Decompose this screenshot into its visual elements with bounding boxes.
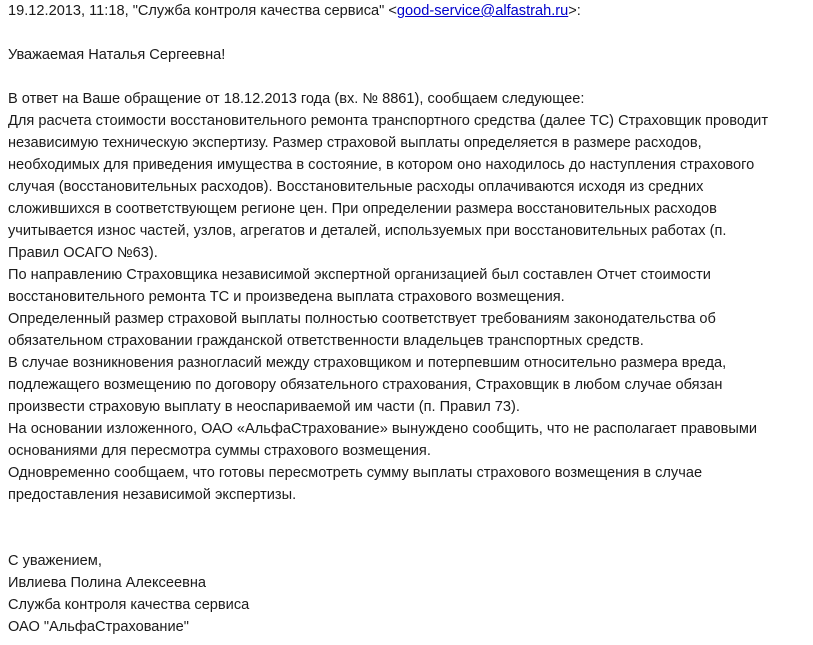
body-line: Для расчета стоимости восстановительного ремонта транспортного средства (далее ТС) Страховщик проводит [8, 113, 769, 129]
body-line: На основании изложенного, ОАО «АльфаСтрахование» вынуждено сообщить, что не располагает правовыми [8, 421, 758, 437]
header-suffix: >: [568, 3, 581, 19]
body-line: основаниями для пересмотра суммы страхового возмещения. [8, 443, 431, 459]
signature-name: Ивлиева Полина Алексеевна [8, 575, 207, 591]
spacer [8, 506, 808, 528]
greeting: Уважаемая Наталья Сергеевна! [8, 47, 226, 63]
body-line: учитывается износ частей, узлов, агрегатов и деталей, используемых при восстановительных работах (п. [8, 223, 727, 239]
body-line: необходимых для приведения имущества в состояние, в котором оно находилось до наступления страхового [8, 157, 755, 173]
body-line: По направлению Страховщика независимой экспертной организацией был составлен Отчет стоимости [8, 267, 711, 283]
body-line: В случае возникновения разногласий между страховщиком и потерпевшим относительно размера вреда, [8, 355, 727, 371]
body-line: восстановительного ремонта ТС и произведена выплата страхового возмещения. [8, 289, 565, 305]
body-line: случая (восстановительных расходов). Восстановительные расходы оплачиваются исходя из средних [8, 179, 704, 195]
header-prefix: 19.12.2013, 11:18, "Служба контроля качества сервиса" < [8, 3, 397, 19]
signature-department: Служба контроля качества сервиса [8, 597, 250, 613]
email-message [8, 0, 808, 638]
body-line: подлежащего возмещению по договору обязательного страхования, Страховщик в любом случае обязан [8, 377, 723, 393]
email-header [8, 0, 808, 22]
spacer [8, 528, 808, 550]
body-line: Определенный размер страховой выплаты полностью соответствует требованиям законодательства об [8, 311, 716, 327]
body-line: предоставления независимой экспертизы. [8, 487, 297, 503]
signature-closing: С уважением, [8, 553, 102, 569]
letter-body [8, 88, 808, 506]
body-line: независимую техническую экспертизу. Размер страховой выплаты определяется в размере расходов, [8, 135, 702, 151]
body-line: сложившихся в соответствующем регионе цен. При определении размера восстановительных расходов [8, 201, 717, 217]
body-line: Одновременно сообщаем, что готовы пересмотреть сумму выплаты страхового возмещения в случае [8, 465, 703, 481]
sender-email-link[interactable]: good-service@alfastrah.ru [396, 3, 569, 19]
spacer [8, 66, 808, 88]
body-line: произвести страховую выплату в неоспариваемой им части (п. Правил 73). [8, 399, 520, 415]
spacer [8, 22, 808, 44]
body-line: Правил ОСАГО №63). [8, 245, 158, 261]
signature-company: ОАО "АльфаСтрахование" [8, 619, 189, 635]
body-line: В ответ на Ваше обращение от 18.12.2013 года (вх. № 8861), сообщаем следующее: [8, 91, 585, 107]
body-line: обязательном страховании гражданской ответственности владельцев транспортных средств. [8, 333, 644, 349]
